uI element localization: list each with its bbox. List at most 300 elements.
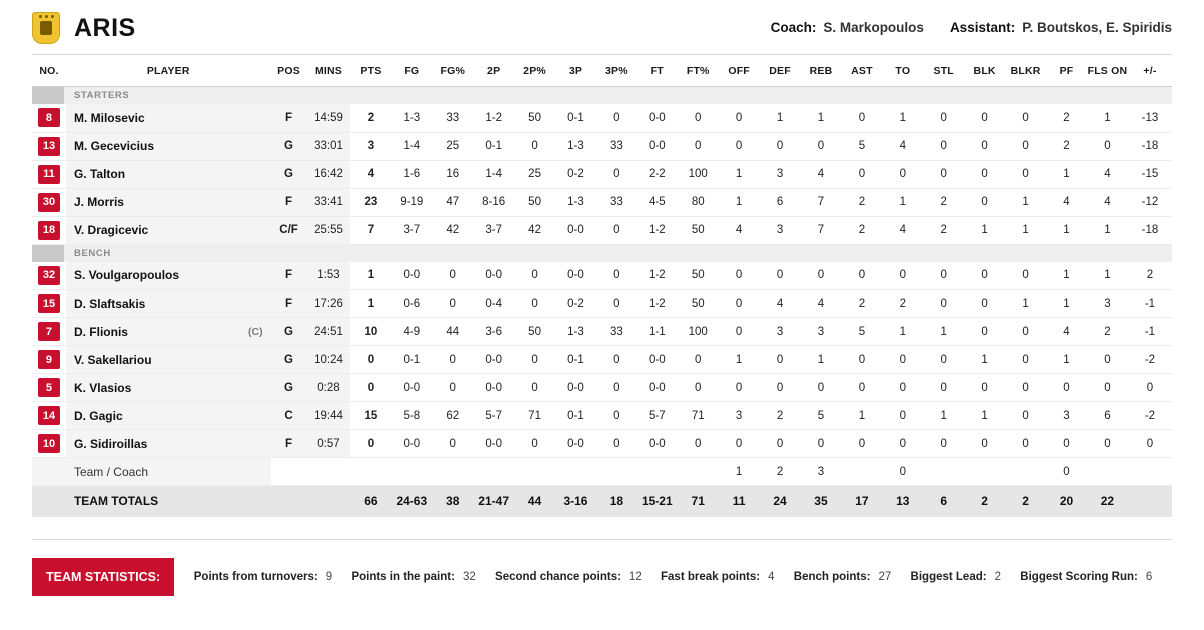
team-coach-to: 0: [882, 458, 923, 486]
player-name[interactable]: [66, 160, 271, 188]
stat-plusminus: -1: [1128, 290, 1172, 318]
stat-fgpct: 42: [432, 216, 473, 244]
player-mins: 0:28: [307, 374, 351, 402]
totals-ast: 17: [841, 486, 882, 517]
col-pts: PTS: [350, 55, 391, 87]
coach-label: Coach:: [770, 19, 817, 35]
stat-blk: 1: [964, 216, 1005, 244]
team-coach-row: [32, 458, 1172, 486]
jersey-number: 15: [38, 294, 60, 313]
stat-3p: 0-1: [555, 402, 596, 430]
totals-2p: 21-47: [473, 486, 514, 517]
stat-pts: 1: [350, 290, 391, 318]
stat-pf: 1: [1046, 346, 1087, 374]
stat-off: 1: [719, 188, 760, 216]
stat-2ppct: 0: [514, 430, 555, 458]
stat-flson: 0: [1087, 430, 1128, 458]
col-pf: PF: [1046, 55, 1087, 87]
player-pos: G: [271, 160, 307, 188]
col-ast: AST: [841, 55, 882, 87]
stat-2p: 1-4: [473, 160, 514, 188]
totals-def: 24: [760, 486, 801, 517]
section-label-starters: STARTERS: [74, 90, 130, 101]
stat-pts: 4: [350, 160, 391, 188]
player-mins: 1:53: [307, 262, 351, 290]
stat-ft: 1-2: [637, 262, 678, 290]
stat-3ppct: 0: [596, 216, 637, 244]
stat-fgpct: 0: [432, 346, 473, 374]
stat-3p: 0-2: [555, 160, 596, 188]
totals-2ppct: 44: [514, 486, 555, 517]
stat-2ppct: 25: [514, 160, 555, 188]
stat-2p: 0-4: [473, 290, 514, 318]
table-body: [32, 87, 1172, 517]
stat-plusminus: -1: [1128, 318, 1172, 346]
table-row[interactable]: [32, 132, 1172, 160]
stat-2p: 1-2: [473, 104, 514, 132]
page-title: ARIS: [74, 13, 136, 42]
stat-blkr: 0: [1005, 402, 1046, 430]
stat-3p: 1-3: [555, 188, 596, 216]
player-mins: 25:55: [307, 216, 351, 244]
stat-3ppct: 33: [596, 188, 637, 216]
jersey-number: 18: [38, 221, 60, 240]
stat-flson: 0: [1087, 374, 1128, 402]
team-coach-label: Team / Coach: [66, 458, 271, 486]
stat-2ppct: 50: [514, 318, 555, 346]
stat-2p: 0-0: [473, 262, 514, 290]
stat-ast: 0: [841, 430, 882, 458]
stat-points-in-the-paint: [351, 571, 475, 583]
stat-def: 0: [760, 132, 801, 160]
player-name[interactable]: [66, 402, 271, 430]
stat-fgpct: 0: [432, 290, 473, 318]
player-mins: 0:57: [307, 430, 351, 458]
stat-plusminus: -13: [1128, 104, 1172, 132]
player-pos: G: [271, 346, 307, 374]
stat-ftpct: 80: [678, 188, 719, 216]
stat-reb: 4: [801, 290, 842, 318]
table-row[interactable]: [32, 346, 1172, 374]
stat-ftpct: 0: [678, 430, 719, 458]
col-fg: FG: [391, 55, 432, 87]
stat-3p: 0-0: [555, 374, 596, 402]
team-header: [0, 0, 1204, 46]
stat-plusminus: 0: [1128, 374, 1172, 402]
stat-def: 6: [760, 188, 801, 216]
jersey-number: 30: [38, 193, 60, 212]
stat-reb: 0: [801, 374, 842, 402]
stat-stl: 2: [923, 188, 964, 216]
stat-3p: 0-1: [555, 104, 596, 132]
stat-biggest-lead: [911, 571, 1001, 583]
player-name[interactable]: [66, 188, 271, 216]
stat-blk: 0: [964, 188, 1005, 216]
team-coach-reb: 3: [801, 458, 842, 486]
stat-reb: 7: [801, 216, 842, 244]
stat-points-from-turnovers: [194, 571, 332, 583]
stat-2ppct: 50: [514, 104, 555, 132]
stat-flson: 2: [1087, 318, 1128, 346]
stat-fg: 1-3: [391, 104, 432, 132]
stat-value: 2: [994, 570, 1001, 583]
stat-label: Second chance points:: [495, 570, 621, 583]
totals-blk: 2: [964, 486, 1005, 517]
stat-ft: 4-5: [637, 188, 678, 216]
stat-3p: 0-1: [555, 346, 596, 374]
player-name-text: D. Slaftsakis: [73, 296, 146, 311]
stat-pf: 4: [1046, 188, 1087, 216]
stat-blkr: 0: [1005, 104, 1046, 132]
player-name[interactable]: [66, 318, 271, 346]
col-reb: REB: [801, 55, 842, 87]
stat-stl: 0: [923, 290, 964, 318]
player-mins: 19:44: [307, 402, 351, 430]
col-to: TO: [882, 55, 923, 87]
stat-pf: 1: [1046, 160, 1087, 188]
player-name-text: M. Gecevicius: [73, 139, 154, 153]
stat-value: 4: [768, 570, 775, 583]
section-label-bench: BENCH: [74, 247, 111, 259]
player-pos: G: [271, 132, 307, 160]
stat-label: Points from turnovers:: [193, 570, 318, 583]
stat-plusminus: -15: [1128, 160, 1172, 188]
stat-fg: 1-6: [391, 160, 432, 188]
player-name[interactable]: [66, 104, 271, 132]
stat-def: 3: [760, 160, 801, 188]
stat-to: 1: [882, 318, 923, 346]
stat-blkr: 0: [1005, 346, 1046, 374]
stat-label: Fast break points:: [661, 570, 761, 583]
stat-3p: 1-3: [555, 132, 596, 160]
stat-blk: 0: [964, 290, 1005, 318]
stat-stl: 0: [923, 104, 964, 132]
table-row[interactable]: [32, 160, 1172, 188]
team-coach-def: 2: [760, 458, 801, 486]
table-row[interactable]: [32, 318, 1172, 346]
player-mins: 33:01: [307, 132, 351, 160]
stat-stl: 0: [923, 430, 964, 458]
totals-blkr: 2: [1005, 486, 1046, 517]
stat-label: Biggest Lead:: [910, 570, 987, 583]
jersey-number: 14: [38, 406, 60, 425]
player-name[interactable]: [66, 216, 271, 244]
aris-crest-icon: [32, 12, 60, 44]
totals-ftpct: 71: [678, 486, 719, 517]
stat-2p: 3-6: [473, 318, 514, 346]
section-header-starters: [32, 87, 1172, 105]
jersey-number: 13: [38, 137, 60, 156]
col-no: NO.: [32, 55, 66, 87]
assistant-label: Assistant:: [949, 19, 1016, 35]
stat-plusminus: -12: [1128, 188, 1172, 216]
stat-blkr: 0: [1005, 374, 1046, 402]
stat-fg: 0-1: [391, 346, 432, 374]
stat-def: 0: [760, 374, 801, 402]
stat-ft: 1-1: [637, 318, 678, 346]
stat-fast-break-points: [661, 571, 774, 583]
stat-to: 0: [882, 430, 923, 458]
col-ft: FT: [637, 55, 678, 87]
player-name[interactable]: [66, 374, 271, 402]
stat-pts: 15: [350, 402, 391, 430]
table-row[interactable]: [32, 188, 1172, 216]
stat-plusminus: 0: [1128, 430, 1172, 458]
stat-pts: 0: [350, 374, 391, 402]
stat-flson: 6: [1087, 402, 1128, 430]
stat-def: 0: [760, 430, 801, 458]
stat-stl: 0: [923, 374, 964, 402]
assistant-names: P. Boutskos, E. Spiridis: [1022, 19, 1172, 35]
table-row[interactable]: [32, 104, 1172, 132]
stat-pts: 3: [350, 132, 391, 160]
staff-info: [771, 20, 1172, 37]
stat-2ppct: 0: [514, 262, 555, 290]
stat-off: 4: [719, 216, 760, 244]
stat-flson: 4: [1087, 160, 1128, 188]
boxscore-table: [32, 55, 1172, 517]
team-coach-pf: 0: [1046, 458, 1087, 486]
stat-off: 0: [719, 318, 760, 346]
table-row[interactable]: [32, 262, 1172, 290]
stat-pf: 1: [1046, 290, 1087, 318]
totals-pts: 66: [350, 486, 391, 517]
stat-plusminus: 2: [1128, 262, 1172, 290]
stat-flson: 1: [1087, 216, 1128, 244]
stat-3ppct: 0: [596, 430, 637, 458]
stat-ft: 0-0: [637, 132, 678, 160]
totals-3p: 3-16: [555, 486, 596, 517]
stat-stl: 2: [923, 216, 964, 244]
stat-off: 0: [719, 104, 760, 132]
table-row[interactable]: [32, 402, 1172, 430]
stat-pf: 2: [1046, 132, 1087, 160]
stat-fgpct: 16: [432, 160, 473, 188]
stat-ftpct: 50: [678, 262, 719, 290]
stat-reb: 5: [801, 402, 842, 430]
stat-fg: 9-19: [391, 188, 432, 216]
stat-flson: 0: [1087, 346, 1128, 374]
stat-stl: 1: [923, 402, 964, 430]
player-name-text: J. Morris: [73, 195, 124, 209]
player-mins: 17:26: [307, 290, 351, 318]
stat-def: 0: [760, 262, 801, 290]
col-2ppct: 2P%: [514, 55, 555, 87]
totals-reb: 35: [801, 486, 842, 517]
table-row[interactable]: [32, 374, 1172, 402]
stat-3p: 0-2: [555, 290, 596, 318]
player-name[interactable]: [66, 430, 271, 458]
stat-fgpct: 0: [432, 374, 473, 402]
stat-2p: 5-7: [473, 402, 514, 430]
stat-3ppct: 33: [596, 132, 637, 160]
col-player: PLAYER: [66, 55, 271, 87]
stat-2ppct: 71: [514, 402, 555, 430]
stat-3ppct: 0: [596, 104, 637, 132]
player-name-text: V. Sakellariou: [73, 352, 152, 367]
stat-off: 0: [719, 430, 760, 458]
section-bar: [32, 87, 64, 104]
stat-ft: 0-0: [637, 430, 678, 458]
stat-to: 0: [882, 402, 923, 430]
stat-off: 1: [719, 346, 760, 374]
stat-to: 4: [882, 132, 923, 160]
stat-2p: 0-0: [473, 346, 514, 374]
col-pos: POS: [271, 55, 307, 87]
stat-value: 9: [325, 570, 333, 583]
stat-2p: 0-0: [473, 374, 514, 402]
stat-biggest-scoring-run: [1020, 571, 1152, 583]
player-pos: F: [271, 430, 307, 458]
stat-def: 0: [760, 346, 801, 374]
col-3ppct: 3P%: [596, 55, 637, 87]
totals-fg: 24-63: [391, 486, 432, 517]
stat-ast: 2: [841, 216, 882, 244]
stat-to: 2: [882, 290, 923, 318]
stat-3ppct: 33: [596, 318, 637, 346]
stat-ftpct: 0: [678, 346, 719, 374]
stat-to: 0: [882, 160, 923, 188]
totals-stl: 6: [923, 486, 964, 517]
player-name-text: S. Voulgaropoulos: [73, 268, 180, 283]
stat-reb: 1: [801, 104, 842, 132]
jersey-number: 5: [38, 378, 60, 397]
stat-fgpct: 0: [432, 430, 473, 458]
stat-ast: 2: [841, 290, 882, 318]
col-3p: 3P: [555, 55, 596, 87]
stat-ftpct: 0: [678, 374, 719, 402]
jersey-number: 8: [38, 108, 60, 127]
stat-to: 1: [882, 104, 923, 132]
stat-blk: 0: [964, 160, 1005, 188]
stat-blk: 0: [964, 132, 1005, 160]
stat-blk: 0: [964, 430, 1005, 458]
stat-ft: 0-0: [637, 346, 678, 374]
stat-to: 0: [882, 374, 923, 402]
player-name[interactable]: [66, 346, 271, 374]
stat-plusminus: -2: [1128, 346, 1172, 374]
stat-off: 0: [719, 132, 760, 160]
stat-reb: 1: [801, 346, 842, 374]
stat-pf: 2: [1046, 104, 1087, 132]
stat-ft: 2-2: [637, 160, 678, 188]
col-blkr: BLKR: [1005, 55, 1046, 87]
stat-plusminus: -18: [1128, 132, 1172, 160]
coach-info: [771, 20, 924, 35]
player-name[interactable]: [66, 290, 271, 318]
totals-label: TEAM TOTALS: [66, 486, 271, 517]
stat-blkr: 1: [1005, 188, 1046, 216]
stat-blk: 1: [964, 402, 1005, 430]
table-row[interactable]: [32, 430, 1172, 458]
jersey-number: 7: [38, 322, 60, 341]
stat-fg: 0-0: [391, 374, 432, 402]
stat-stl: 0: [923, 262, 964, 290]
stat-ast: 0: [841, 262, 882, 290]
stat-2p: 0-1: [473, 132, 514, 160]
totals-flson: 22: [1087, 486, 1128, 517]
stat-label: Bench points:: [793, 570, 871, 583]
stat-pts: 10: [350, 318, 391, 346]
stat-pf: 0: [1046, 430, 1087, 458]
stat-to: 0: [882, 346, 923, 374]
col-fgpct: FG%: [432, 55, 473, 87]
stat-fgpct: 44: [432, 318, 473, 346]
totals-3ppct: 18: [596, 486, 637, 517]
stat-ast: 5: [841, 132, 882, 160]
stat-2ppct: 42: [514, 216, 555, 244]
col-plusminus: +/-: [1128, 55, 1172, 87]
stat-ftpct: 0: [678, 132, 719, 160]
stat-blkr: 0: [1005, 430, 1046, 458]
stat-fg: 3-7: [391, 216, 432, 244]
col-off: OFF: [719, 55, 760, 87]
stat-def: 1: [760, 104, 801, 132]
stat-3ppct: 0: [596, 374, 637, 402]
stat-ftpct: 0: [678, 104, 719, 132]
jersey-number: 11: [38, 165, 60, 184]
player-pos: F: [271, 262, 307, 290]
player-name[interactable]: [66, 132, 271, 160]
stat-ast: 0: [841, 346, 882, 374]
stat-ftpct: 50: [678, 216, 719, 244]
jersey-number: 10: [38, 434, 60, 453]
stat-reb: 3: [801, 318, 842, 346]
stat-fgpct: 25: [432, 132, 473, 160]
stat-flson: 4: [1087, 188, 1128, 216]
player-pos: G: [271, 374, 307, 402]
player-pos: F: [271, 104, 307, 132]
player-mins: 10:24: [307, 346, 351, 374]
stat-fg: 0-6: [391, 290, 432, 318]
stat-reb: 4: [801, 160, 842, 188]
stat-ft: 0-0: [637, 104, 678, 132]
stat-ft: 1-2: [637, 290, 678, 318]
section-bar: [32, 245, 64, 262]
totals-plusminus: [1128, 486, 1172, 517]
stat-def: 4: [760, 290, 801, 318]
stat-stl: 1: [923, 318, 964, 346]
stat-def: 2: [760, 402, 801, 430]
stat-reb: 0: [801, 430, 842, 458]
stat-fgpct: 0: [432, 262, 473, 290]
stat-value: 6: [1145, 570, 1153, 583]
table-row[interactable]: [32, 216, 1172, 244]
section-header-bench: [32, 244, 1172, 262]
stat-pts: 2: [350, 104, 391, 132]
stat-2p: 3-7: [473, 216, 514, 244]
stat-3ppct: 0: [596, 402, 637, 430]
stat-ftpct: 50: [678, 290, 719, 318]
stat-ftpct: 100: [678, 160, 719, 188]
col-ftpct: FT%: [678, 55, 719, 87]
player-name-text: D. Flionis: [73, 324, 128, 339]
stat-ft: 5-7: [637, 402, 678, 430]
player-name[interactable]: [66, 262, 271, 290]
stat-2ppct: 0: [514, 346, 555, 374]
stat-ft: 0-0: [637, 374, 678, 402]
stat-def: 3: [760, 216, 801, 244]
stat-plusminus: -2: [1128, 402, 1172, 430]
stat-ftpct: 71: [678, 402, 719, 430]
stat-fg: 5-8: [391, 402, 432, 430]
stat-off: 3: [719, 402, 760, 430]
stat-blkr: 0: [1005, 262, 1046, 290]
table-row[interactable]: [32, 290, 1172, 318]
stat-to: 1: [882, 188, 923, 216]
stat-flson: 3: [1087, 290, 1128, 318]
stat-stl: 0: [923, 132, 964, 160]
